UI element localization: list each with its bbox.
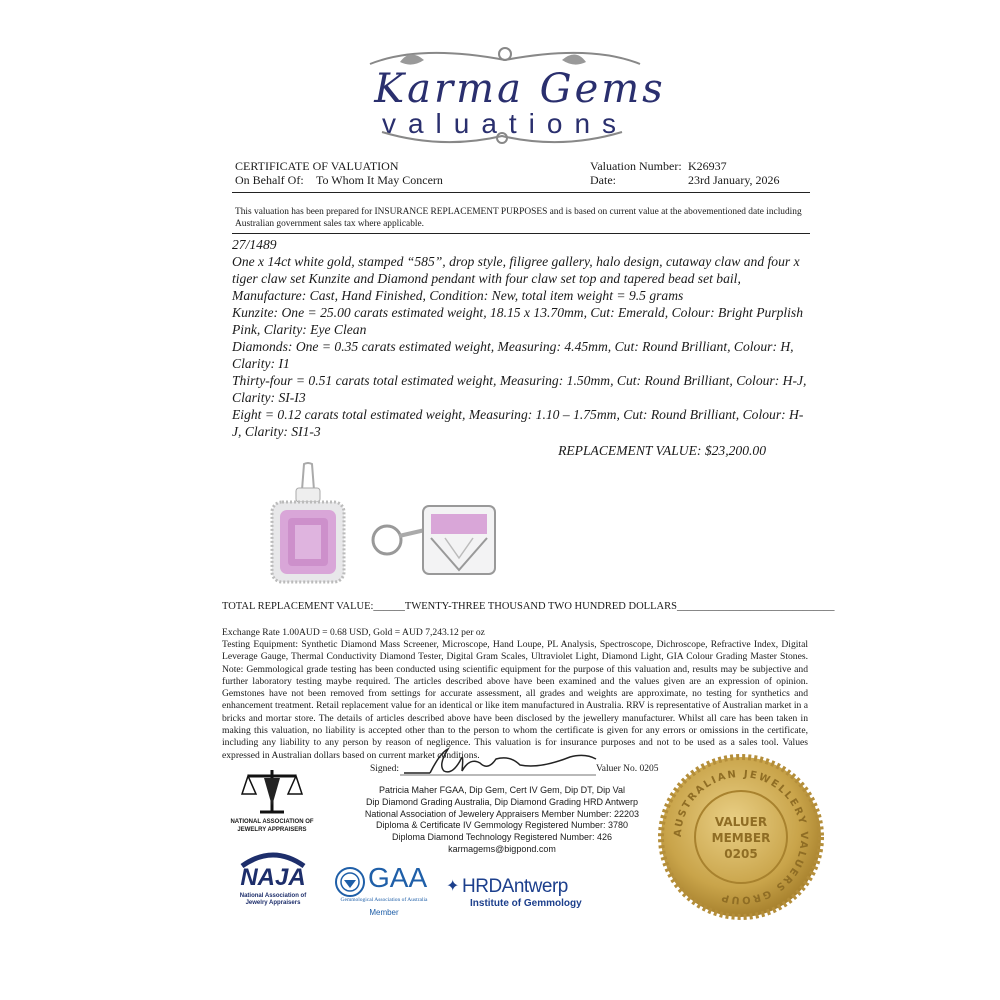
certificate-title: CERTIFICATE OF VALUATION bbox=[235, 159, 399, 173]
total-label: TOTAL REPLACEMENT VALUE: bbox=[222, 601, 374, 612]
gaa-member: Member bbox=[369, 908, 399, 917]
behalf-value: To Whom It May Concern bbox=[316, 173, 443, 187]
filigree-bottom-icon bbox=[372, 128, 632, 150]
logo-subtitle: valuations bbox=[381, 108, 629, 139]
date-value: 23rd January, 2026 bbox=[688, 173, 780, 187]
scales-of-justice-icon bbox=[240, 766, 304, 818]
seal-ring-text: AUSTRALIAN JEWELLERY VALUERS GROUP bbox=[672, 768, 810, 906]
item-reference: 27/1489 bbox=[232, 237, 277, 252]
signature-image bbox=[400, 745, 600, 777]
valuer-member-seal bbox=[656, 752, 826, 922]
gaa-emblem-icon bbox=[334, 866, 366, 898]
item-line: Thirty-four = 0.51 carats total estimated weight, Measuring: 1.50mm, Cut: Round Brilliant, Colour: H-J, Clarity: SI-I3 bbox=[232, 373, 807, 405]
seal-line-number: 0205 bbox=[724, 847, 758, 861]
pendant-side-image bbox=[365, 492, 505, 582]
date-label: Date: bbox=[590, 173, 616, 187]
naja-logo: NAJA bbox=[240, 864, 306, 891]
item-line: Diamonds: One = 0.35 carats estimated weight, Measuring: 4.45mm, Cut: Round Brilliant, Colour: H, Clarity: I1 bbox=[232, 339, 794, 371]
logo-script: Karma Gems bbox=[374, 66, 666, 112]
item-line: One x 14ct white gold, stamped “585”, drop style, filigree gallery, halo design, cutaway claw and four x tiger claw set Kunzite and Diamond pendant with four claw set top and tapered bead set bail, Manufacture: Cast, Hand Finished, Condition: New, total item weight = 9.5 grams bbox=[232, 254, 800, 303]
gaa-logo: GAA bbox=[368, 862, 428, 893]
header-divider bbox=[232, 192, 810, 193]
credential-line: Patricia Maher FGAA, Dip Gem, Cert IV Gem, Dip DT, Dip Val bbox=[379, 785, 625, 795]
purpose-statement: This valuation has been prepared for INSURANCE REPLACEMENT PURPOSES and is based on current value at the abovementioned date including Australian government sales tax where applicable. bbox=[235, 207, 802, 229]
item-line: Kunzite: One = 25.00 carats estimated weight, 18.15 x 13.70mm, Cut: Emerald, Colour: Bright Purplish Pink, Clarity: Eye Clean bbox=[232, 305, 804, 337]
hrd-subtitle: Institute of Gemmology bbox=[470, 898, 582, 909]
seal-line-valuer: VALUER bbox=[714, 815, 768, 829]
purpose-divider bbox=[232, 233, 810, 234]
valuation-number: K26937 bbox=[688, 159, 727, 173]
email-link[interactable]: karmagems@bigpond.com bbox=[448, 843, 556, 854]
item-description bbox=[232, 236, 810, 459]
credential-line: Diploma & Certificate IV Gemmology Registered Number: 3780 bbox=[375, 820, 629, 831]
signed-label: Signed: bbox=[370, 764, 400, 774]
item-line: Eight = 0.12 carats total estimated weight, Measuring: 1.10 – 1.75mm, Cut: Round Brilliant, Colour: H-J, Clarity: SI1-3 bbox=[232, 407, 804, 439]
valuer-number: Valuer No. 0205 bbox=[596, 764, 659, 774]
seal-line-member: MEMBER bbox=[711, 831, 771, 845]
behalf-label: On Behalf Of: bbox=[235, 173, 304, 187]
credential-line: Dip Diamond Grading Australia, Dip Diamond Grading HRD Antwerp bbox=[365, 796, 639, 807]
exchange-rate: Exchange Rate 1.00AUD = 0.68 USD, Gold = AUD 7,243.12 per oz bbox=[222, 627, 485, 638]
total-value-words: TWENTY-THREE THOUSAND TWO HUNDRED DOLLARS bbox=[404, 601, 677, 612]
naja-subtitle: National Association of Jewelry Appraisers bbox=[239, 893, 307, 906]
valuation-number-label: Valuation Number: bbox=[590, 159, 682, 173]
hrd-star-icon: ✦ bbox=[446, 878, 460, 895]
gaa-subtitle: Gemmological Association of Australia bbox=[340, 897, 428, 903]
total-value-row: TOTAL REPLACEMENT VALUE:______TWENTY-THREE THOUSAND TWO HUNDRED DOLLARS______________________________ bbox=[222, 601, 835, 612]
pendant-front-image bbox=[262, 462, 352, 587]
terms-text: Testing Equipment: Synthetic Diamond Mass Screener, Microscope, Hand Loupe, PL Analysis, Spectroscope, Dichroscope, Refractive Index, Digital Leverage Gauge, Thermal Conductivity Diamond Tester, Digital Gram Scales, Ultraviolet Light, Diamond Light, GIA Colour Grading Master Stones. Note: Gemmological grade testing has been conducted using scientific equipment for the purpose of this valuation and, results may be subjective and further laboratory testing maybe required. The articles described above have been examined and the values given are an expression of opinion. Gemstones have not been removed from settings for accurate assessment, all grades and weights are approximate, no testing for synthetics and enhancement treatment. Retail replacement value for an identical or like item manufactured in Australia. RRV is representative of Australian market in a bricks and mortar store. The details of articles described above have been disclosed by the jewellery manufacturer. Whilst all care has been taken in making this valuation, no liability is accepted other than to the person to whom the certificate is given for any errors or omissions in the certificate, including any liability to any person by reason of negligence. This valuation is for insurance purposes and not to be used as a sales tool. Values expressed in Australian dollars based on current market conditions. bbox=[222, 639, 808, 761]
replacement-value: REPLACEMENT VALUE: $23,200.00 bbox=[558, 443, 766, 458]
credential-line: National Association of Jewelery Appraisers Member Number: 22203 bbox=[364, 808, 640, 819]
valuer-credentials bbox=[332, 785, 672, 856]
hrd-logo: HRDAntwerp bbox=[462, 876, 568, 897]
credential-line: Diploma Diamond Technology Registered Number: 426 bbox=[392, 832, 612, 843]
naja-caption: NATIONAL ASSOCIATION OF JEWELRY APPRAISERS bbox=[230, 819, 314, 833]
